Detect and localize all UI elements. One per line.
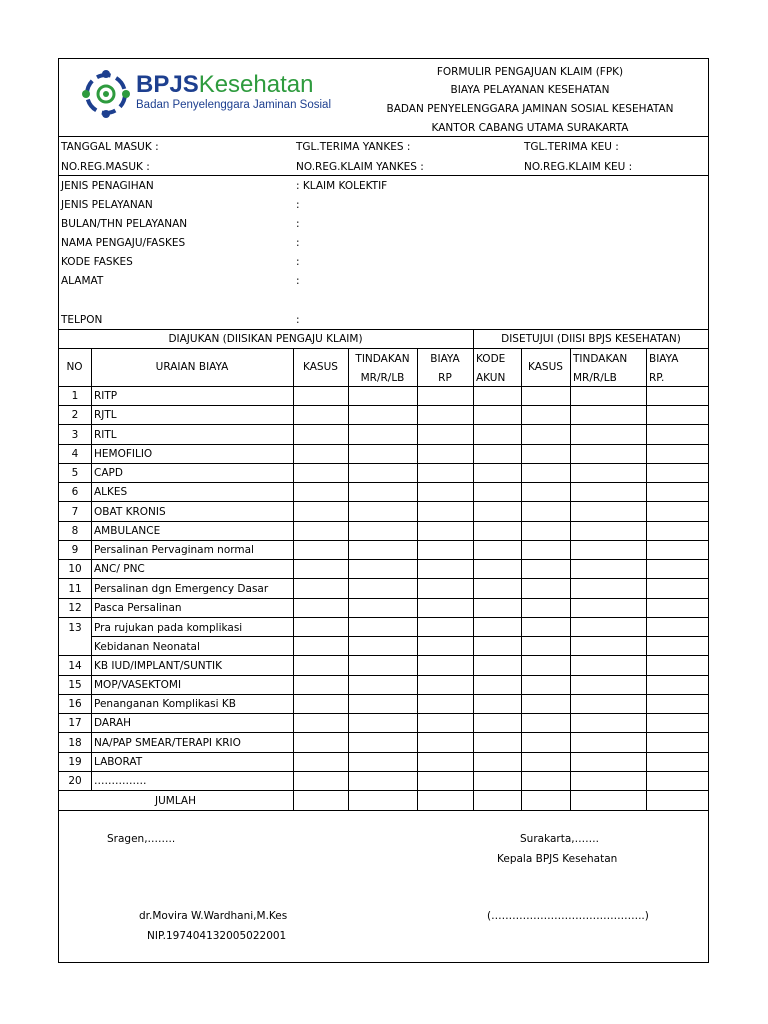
row-rule [58,424,709,425]
group-header-diajukan: DIAJUKAN (DIISIKAN PENGAJU KLAIM) [168,333,363,345]
row-uraian: LABORAT [94,756,143,768]
row-uraian: Kebidanan Neonatal [94,641,200,653]
header-line-1: FORMULIR PENGAJUAN KLAIM (FPK) [436,66,624,78]
col-header-kasus: KASUS [303,361,338,373]
row-no: 12 [68,602,82,614]
sign-right-title: Kepala BPJS Kesehatan [497,853,618,865]
info-value-jenis-pelayanan[interactable]: : [296,199,300,211]
table-top-rule [58,329,709,330]
brand-kesehatan-text: Kesehatan [198,71,314,98]
col-header-kode-1: KODE [476,353,506,365]
sign-right-name: (……………………………………..) [487,910,649,922]
col-header-biaya2-2: RP. [649,372,665,384]
row-no: 18 [68,737,82,749]
row-rule [58,578,709,579]
col-header-tindakan2-2: MR/R/LB [573,372,617,384]
header-line-2: BIAYA PELAYANAN KESEHATAN [450,84,610,96]
info-label-kode-faskes: KODE FASKES [61,256,133,268]
row-rule [58,617,709,618]
row-uraian: RITP [94,390,118,402]
tanggal-masuk-label: TANGGAL MASUK : [61,141,159,153]
sign-left-place: Sragen,…….. [107,833,176,845]
row-uraian: MOP/VASEKTOMI [94,679,182,691]
row-rule [58,540,709,541]
row-no: 17 [68,717,82,729]
row-uraian: KB IUD/IMPLANT/SUNTIK [94,660,222,672]
row-rule [58,713,709,714]
info-label-jenis-pelayanan: JENIS PELAYANAN [61,199,153,211]
row-no: 6 [71,486,79,498]
col-header-uraian: URAIAN BIAYA [155,361,229,373]
info-value-kode-faskes[interactable]: : [296,256,300,268]
table-bottom-rule [58,810,709,811]
row-rule [58,482,709,483]
no-reg-klaim-keu-label: NO.REG.KLAIM KEU : [524,161,633,173]
info-value-alamat[interactable]: : [296,275,300,287]
brand-tagline: Badan Penyelenggara Jaminan Sosial [136,99,331,111]
tgl-terima-keu-label: TGL.TERIMA KEU : [524,141,619,153]
row-uraian: …………… [94,775,147,787]
row-uraian: Pra rujukan pada komplikasi [94,622,243,634]
row-uraian: Pasca Persalinan [94,602,182,614]
row-uraian: CAPD [94,467,123,479]
info-label-jenis-penagihan: JENIS PENAGIHAN [61,180,154,192]
col-rule-kode [521,348,522,810]
row-uraian: Penanganan Komplikasi KB [94,698,237,710]
row-no: 4 [71,448,79,460]
col-rule-biaya [473,348,474,810]
info-value-telpon[interactable]: : [296,314,300,326]
row-rule [58,732,709,733]
info-label-nama-pengaju: NAMA PENGAJU/FASKES [61,237,186,249]
row-no: 7 [71,506,79,518]
row-uraian: OBAT KRONIS [94,506,166,518]
col-rule-tindakan [417,348,418,810]
jumlah-label: JUMLAH [154,795,196,807]
row-no: 1 [71,390,79,402]
row-rule [58,463,709,464]
row-uraian: ANC/ PNC [94,563,145,575]
row-no: 11 [68,583,82,595]
col-rule-kasus2 [570,348,571,810]
row-no: 13 [68,622,82,634]
info-value-jenis-penagihan[interactable]: : KLAIM KOLEKTIF [296,180,388,192]
row-rule [58,598,709,599]
col-header-biaya2-1: BIAYA [649,353,679,365]
row-rule [58,444,709,445]
row-uraian: Persalinan dgn Emergency Dasar [94,583,269,595]
row-no: 3 [71,429,79,441]
row-rule [58,405,709,406]
row-no: 20 [68,775,82,787]
sign-left-name: dr.Movira W.Wardhani,M.Kes [139,910,288,922]
brand-bpjs-text: BPJS [136,71,199,98]
row-rule [58,559,709,560]
col-header-tindakan-1: TINDAKAN [355,353,410,365]
col-header-kasus-2: KASUS [528,361,563,373]
no-reg-klaim-yankes-label: NO.REG.KLAIM YANKES : [296,161,424,173]
col-header-biaya-2: RP [438,372,452,384]
row-rule [58,521,709,522]
table-group-rule [58,348,709,349]
col-rule-uraian [293,348,294,810]
row-uraian: RITL [94,429,117,441]
row-uraian: Persalinan Pervaginam normal [94,544,254,556]
row-rule [91,636,709,637]
row-no: 5 [71,467,79,479]
row-rule [58,771,709,772]
col-rule-tindakan2 [646,348,647,810]
col-header-tindakan-2: MR/R/LB [360,372,405,384]
group-header-disetujui: DISETUJUI (DIISI BPJS KESEHATAN) [501,333,681,345]
bpjs-emblem-icon [80,68,132,120]
col-header-no: NO [66,361,83,373]
info-value-nama-pengaju[interactable]: : [296,237,300,249]
col-header-biaya-1: BIAYA [430,353,460,365]
row-no: 14 [68,660,82,672]
table-header-bottom-rule [58,386,709,387]
row-no: 9 [71,544,79,556]
col-header-tindakan2-1: TINDAKAN [573,353,628,365]
row-uraian: HEMOFILIO [94,448,153,460]
row-no: 2 [71,409,79,421]
bpjs-logo [80,68,331,120]
row-no: 10 [68,563,82,575]
col-rule-kasus [348,348,349,810]
rule [58,136,709,137]
info-value-bulan-thn[interactable]: : [296,218,300,230]
row-no: 8 [71,525,79,537]
header-line-3: BADAN PENYELENGGARA JAMINAN SOSIAL KESEHATAN [386,103,674,115]
sign-right-place: Surakarta,……. [520,833,599,845]
no-reg-masuk-label: NO.REG.MASUK : [61,161,150,173]
header-line-4: KANTOR CABANG UTAMA SURAKARTA [431,122,629,134]
row-no: 16 [68,698,82,710]
row-rule [58,501,709,502]
info-label-alamat: ALAMAT [61,275,104,287]
info-label-telpon: TELPON [61,314,103,326]
row-uraian: RJTL [94,409,117,421]
row-rule [58,694,709,695]
rule [58,175,709,176]
row-uraian: AMBULANCE [94,525,161,537]
row-rule [58,675,709,676]
col-header-kode-2: AKUN [476,372,506,384]
row-rule [58,655,709,656]
row-no: 19 [68,756,82,768]
row-rule [58,752,709,753]
row-rule [58,790,709,791]
row-uraian: DARAH [94,717,132,729]
tgl-terima-yankes-label: TGL.TERIMA YANKES : [296,141,411,153]
row-no: 15 [68,679,82,691]
row-uraian: NA/PAP SMEAR/TERAPI KRIO [94,737,241,749]
row-uraian: ALKES [94,486,128,498]
info-label-bulan-thn: BULAN/THN PELAYANAN [61,218,188,230]
sign-left-nip: NIP.197404132005022001 [147,930,287,942]
